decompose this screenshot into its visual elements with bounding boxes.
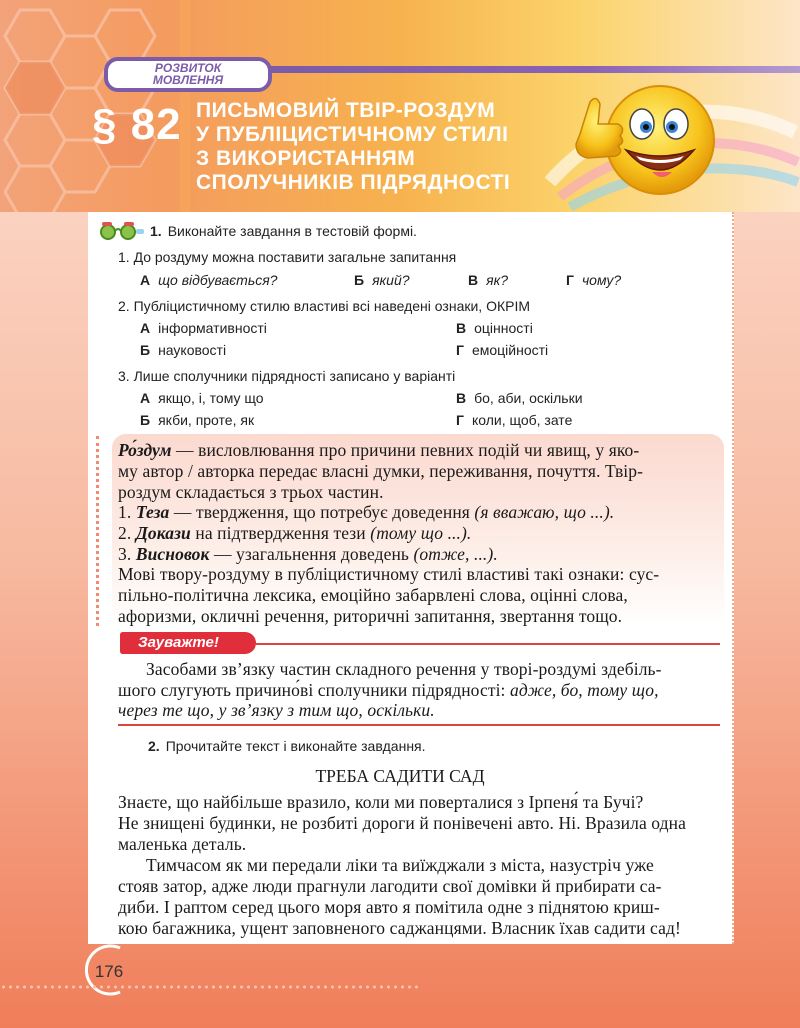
option-text: якщо, і, тому що [158, 390, 264, 406]
answer-option [456, 342, 548, 358]
section-badge-line1: РОЗВИТОК [154, 61, 222, 75]
task-instruction: Виконайте завдання в тестовій формі. [167, 223, 417, 239]
section-badge [104, 57, 272, 92]
answer-option [456, 412, 572, 428]
option-letter: Г [456, 412, 464, 428]
theory-part-conclusion [118, 544, 498, 565]
part-text: — твердження, що потребує доведення [169, 502, 475, 522]
part-term: Теза [135, 502, 170, 522]
part-example: (тому що ...). [370, 523, 472, 543]
page-header [0, 0, 800, 212]
text-line: стояв затор, адже люди прагнули лагодити свої домівки й прибирати са- [118, 876, 662, 896]
theory-line: пільно-політична лексика, емоційно забарвлені слова, оцінні слова, [118, 585, 628, 605]
title-line: ПИСЬМОВИЙ ТВІР-РОЗДУМ [196, 99, 496, 122]
theory-dotted-rule [96, 436, 107, 626]
note-top-rule [256, 643, 720, 645]
answer-option [140, 412, 254, 428]
text-line: Не знищені будинки, не розбиті дороги й понівечені авто. Ні. Вразила одна [118, 813, 686, 833]
section-badge-line2: МОВЛЕННЯ [152, 73, 224, 87]
option-letter: В [456, 320, 467, 336]
test-question: 2. Публіцистичному стилю властиві всі наведені ознаки, ОКРІМ [118, 298, 531, 314]
smiley-thumbs-up-icon [540, 72, 800, 212]
part-term: Докази [135, 523, 191, 543]
note-examples: адже, бо, тому що, [510, 680, 659, 700]
paragraph-number: § 82 [92, 100, 182, 149]
part-text: — узагальнення доведень [209, 544, 414, 564]
task-number: 1. [150, 223, 162, 239]
task-number: 2. [148, 738, 160, 754]
option-letter: Г [456, 342, 464, 358]
glasses-icon [98, 220, 146, 240]
test-question: 3. Лише сполучники підрядності записано у варіанті [118, 368, 456, 384]
option-text: який? [372, 272, 410, 288]
theory-line: роздум складається з трьох частин. [118, 482, 384, 502]
option-text: науковості [158, 342, 227, 358]
option-text: чому? [581, 272, 622, 288]
theory-line: Мові твору-роздуму в публіцистичному стилі властиві такі ознаки: сус- [118, 564, 660, 584]
answer-option [140, 342, 226, 358]
note-line: Засобами зв’язку частин складного речення у творі-роздумі здебіль- [146, 659, 662, 679]
note-line [118, 680, 659, 701]
page-number: 176 [94, 962, 124, 981]
footer-dots [0, 984, 420, 990]
part-text: на підтвердження тези [190, 523, 371, 543]
option-letter: В [456, 390, 467, 406]
option-text: бо, аби, оскільки [474, 390, 583, 406]
theory-line: му автор / авторка передає власні думки, переживання, почуття. Твір- [118, 461, 644, 481]
theory-line: афоризми, окличні речення, риторичні запитання, звертання тощо. [118, 606, 623, 626]
text-line: Тимчасом як ми передали ліки та виїжджали з міста, назустріч уже [146, 855, 654, 875]
task-1-header [150, 223, 417, 239]
part-term: Висновок [135, 544, 210, 564]
theory-part-thesis [118, 502, 614, 523]
option-text: що відбувається? [158, 272, 278, 288]
theory-part-proofs [118, 523, 471, 544]
part-number: 2. [118, 523, 136, 543]
title-line: СПОЛУЧНИКІВ ПІДРЯДНОСТІ [196, 171, 511, 194]
option-letter: Б [354, 272, 365, 288]
text-line: маленька деталь. [118, 834, 247, 854]
answer-option [456, 390, 583, 406]
note-bottom-rule [118, 724, 720, 726]
answer-option [140, 390, 264, 406]
theory-text: — висловлювання про причини певних подій чи явищ, у яко- [171, 440, 640, 460]
option-letter: Б [140, 412, 151, 428]
answer-option [468, 272, 508, 288]
answer-option [140, 272, 277, 288]
option-letter: А [140, 272, 151, 288]
note-line [118, 700, 435, 721]
test-question: 1. До роздуму можна поставити загальне запитання [118, 249, 457, 265]
option-letter: В [468, 272, 479, 288]
title-line: У ПУБЛІЦИСТИЧНОМУ СТИЛІ [196, 123, 509, 146]
text-line: Знаєте, що найбільше вразило, коли ми поверталися з Ірпеня́ та Бучі? [118, 792, 644, 812]
answer-option [140, 320, 267, 336]
answer-option [456, 320, 533, 336]
note-text: шого слугують причино́ві сполучники підрядності: [118, 680, 510, 700]
option-text: якби, проте, як [158, 412, 255, 428]
title-line: З ВИКОРИСТАННЯМ [196, 147, 416, 170]
option-text: оцінності [474, 320, 533, 336]
part-example: (отже, ...). [413, 544, 498, 564]
term-rozdum: Ро́здум [118, 440, 172, 460]
page-title [196, 99, 510, 195]
note-examples: через те що, у зв’язку з тим що, оскільки. [118, 700, 435, 720]
task-2-header [148, 738, 426, 754]
option-text: коли, щоб, зате [471, 412, 573, 428]
note-label: Зауважте! [120, 632, 256, 654]
part-example: (я вважаю, що ...). [474, 502, 615, 522]
option-letter: А [140, 390, 151, 406]
text-line: диби. І раптом серед цього моря авто я помітила одне з піднятою криш- [118, 897, 660, 917]
part-number: 3. [118, 544, 136, 564]
theory-line [118, 440, 639, 461]
task-instruction: Прочитайте текст і виконайте завдання. [165, 738, 426, 754]
text-title: ТРЕБА САДИТИ САД [315, 766, 485, 786]
option-text: як? [486, 272, 508, 288]
option-letter: Г [566, 272, 574, 288]
option-letter: Б [140, 342, 151, 358]
option-text: інформативності [158, 320, 267, 336]
option-text: емоційності [471, 342, 549, 358]
answer-option [566, 272, 621, 288]
text-line: кою багажника, ущент заповненого саджанцями. Власник їхав садити сад! [118, 918, 681, 938]
part-number: 1. [118, 502, 136, 522]
answer-option [354, 272, 410, 288]
option-letter: А [140, 320, 151, 336]
